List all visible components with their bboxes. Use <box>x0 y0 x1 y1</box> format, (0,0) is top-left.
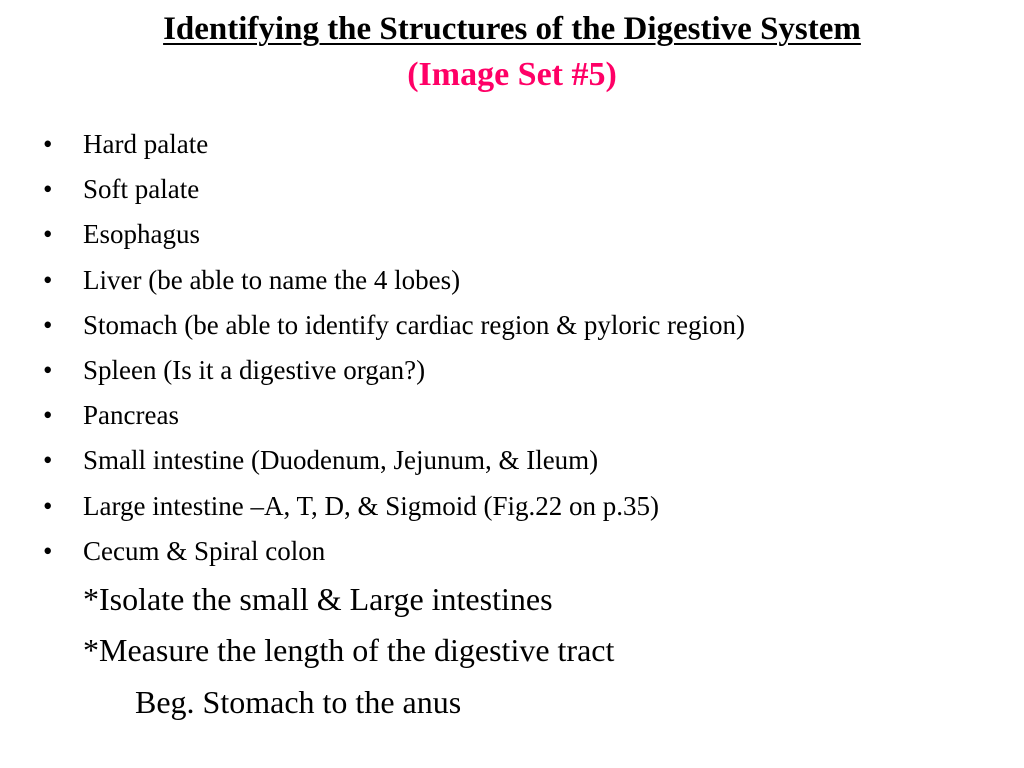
list-item <box>0 303 1024 348</box>
bullet-icon: • <box>43 129 53 159</box>
list-item-text: Large intestine –A, T, D, & Sigmoid (Fig.22 on p.35) <box>83 490 659 521</box>
bullet-icon: • <box>43 490 53 521</box>
note-isolate-intestines: *Isolate the small & Large intestines <box>83 581 553 617</box>
list-item-text: Soft palate <box>83 174 200 205</box>
note-stomach-to-anus: Beg. Stomach to the anus <box>135 684 462 720</box>
list-item-text: Small intestine (Duodenum, Jejunum, & Ileum) <box>83 445 599 476</box>
bullet-icon: • <box>43 400 53 431</box>
list-item <box>0 348 1024 393</box>
list-item-text: Stomach (be able to identify cardiac region & pyloric region) <box>83 309 746 340</box>
list-item-text: Esophagus <box>83 219 200 250</box>
list-item-text: Spleen (Is it a digestive organ?) <box>83 354 426 385</box>
list-item <box>0 122 1024 167</box>
list-item <box>0 258 1024 303</box>
list-item <box>0 212 1024 257</box>
list-item-text: Pancreas <box>83 400 179 431</box>
title-text: Identifying the Structures of the Digestive System <box>163 11 861 47</box>
bullet-list <box>0 122 1024 574</box>
list-item-text: Hard palate <box>83 129 209 159</box>
bullet-icon: • <box>43 445 53 476</box>
list-item-text: Liver (be able to name the 4 lobes) <box>83 264 461 295</box>
bullet-icon: • <box>43 219 53 250</box>
bullet-icon: • <box>43 264 53 295</box>
slide-title <box>0 6 1024 98</box>
list-item <box>0 529 1024 574</box>
list-item-text: Cecum & Spiral colon <box>83 535 326 566</box>
bullet-icon: • <box>43 354 53 385</box>
subtitle-text: (Image Set #5) <box>407 56 617 93</box>
bullet-icon: • <box>43 535 53 566</box>
list-item <box>0 167 1024 212</box>
list-item <box>0 438 1024 483</box>
bullet-icon: • <box>43 174 53 205</box>
list-item <box>0 484 1024 529</box>
note-measure-tract: *Measure the length of the digestive tract <box>83 632 615 668</box>
bullet-icon: • <box>43 309 53 340</box>
list-item <box>0 393 1024 438</box>
